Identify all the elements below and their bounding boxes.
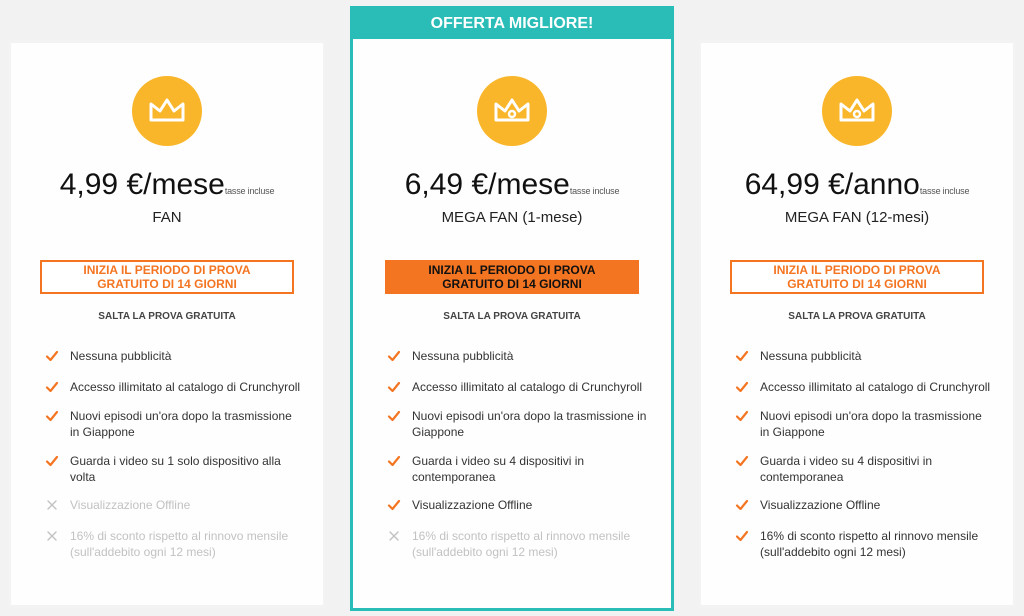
plan-card-mega-fan-monthly — [350, 6, 674, 611]
cross-icon — [45, 498, 59, 512]
feature-item: Accesso illimitato al catalogo di Crunchyroll — [735, 379, 993, 395]
tax-note: tasse incluse — [919, 186, 970, 196]
check-icon — [387, 409, 401, 423]
feature-item: Guarda i video su 1 solo dispositivo alla volta — [45, 453, 303, 485]
feature-item: Guarda i video su 4 dispositivi in contemporanea — [387, 453, 651, 485]
skip-free-trial-link[interactable]: SALTA LA PROVA GRATUITA — [788, 311, 926, 322]
check-icon — [45, 380, 59, 394]
start-free-trial-button[interactable]: INIZIA IL PERIODO DI PROVA GRATUITO DI 14 GIORNI — [40, 260, 294, 294]
feature-item: Nessuna pubblicità — [735, 348, 993, 364]
cross-icon — [45, 529, 59, 543]
plan-price: 64,99 €/annotasse incluse — [744, 168, 970, 201]
feature-item: Nuovi episodi un'ora dopo la trasmissione in Giappone — [387, 408, 651, 440]
feature-item: Visualizzazione Offline — [735, 497, 993, 513]
tax-note: tasse incluse — [224, 186, 275, 196]
check-icon — [387, 380, 401, 394]
feature-item: 16% di sconto rispetto al rinnovo mensile (sull'addebito ogni 12 mesi) — [735, 528, 993, 560]
plan-name: MEGA FAN (1-mese) — [441, 209, 583, 226]
check-icon — [45, 349, 59, 363]
best-offer-ribbon: OFFERTA MIGLIORE! — [353, 9, 671, 39]
plan-price: 6,49 €/mesetasse incluse — [404, 168, 620, 201]
skip-free-trial-link[interactable]: SALTA LA PROVA GRATUITA — [98, 311, 236, 322]
tax-note: tasse incluse — [569, 186, 620, 196]
start-free-trial-button[interactable]: INIZIA IL PERIODO DI PROVA GRATUITO DI 14 GIORNI — [730, 260, 984, 294]
feature-item: 16% di sconto rispetto al rinnovo mensile (sull'addebito ogni 12 mesi) — [387, 528, 651, 560]
check-icon — [735, 380, 749, 394]
crown-icon — [822, 76, 892, 146]
plan-name: MEGA FAN (12-mesi) — [784, 209, 930, 226]
check-icon — [45, 409, 59, 423]
crown-icon — [132, 76, 202, 146]
check-icon — [387, 349, 401, 363]
feature-item: Nessuna pubblicità — [387, 348, 651, 364]
check-icon — [735, 409, 749, 423]
feature-item: Accesso illimitato al catalogo di Crunchyroll — [45, 379, 303, 395]
feature-item: Nessuna pubblicità — [45, 348, 303, 364]
check-icon — [45, 454, 59, 468]
feature-list — [45, 348, 303, 560]
feature-item: Nuovi episodi un'ora dopo la trasmissione in Giappone — [735, 408, 993, 440]
check-icon — [387, 454, 401, 468]
check-icon — [387, 498, 401, 512]
plan-name: FAN — [152, 209, 182, 226]
feature-item: Visualizzazione Offline — [45, 497, 303, 513]
check-icon — [735, 349, 749, 363]
skip-free-trial-link[interactable]: SALTA LA PROVA GRATUITA — [443, 311, 581, 322]
feature-item: 16% di sconto rispetto al rinnovo mensile (sull'addebito ogni 12 mesi) — [45, 528, 303, 560]
cross-icon — [387, 529, 401, 543]
feature-list — [387, 348, 651, 560]
feature-item: Accesso illimitato al catalogo di Crunchyroll — [387, 379, 651, 395]
feature-item: Guarda i video su 4 dispositivi in contemporanea — [735, 453, 993, 485]
feature-item: Nuovi episodi un'ora dopo la trasmissione in Giappone — [45, 408, 303, 440]
check-icon — [735, 498, 749, 512]
plan-card-fan — [8, 40, 326, 608]
feature-list — [735, 348, 993, 560]
check-icon — [735, 454, 749, 468]
start-free-trial-button[interactable]: INIZIA IL PERIODO DI PROVA GRATUITO DI 14 GIORNI — [385, 260, 639, 294]
plan-price: 4,99 €/mesetasse incluse — [59, 168, 275, 201]
crown-icon — [477, 76, 547, 146]
plan-card-mega-fan-yearly — [698, 40, 1016, 608]
feature-item: Visualizzazione Offline — [387, 497, 651, 513]
check-icon — [735, 529, 749, 543]
